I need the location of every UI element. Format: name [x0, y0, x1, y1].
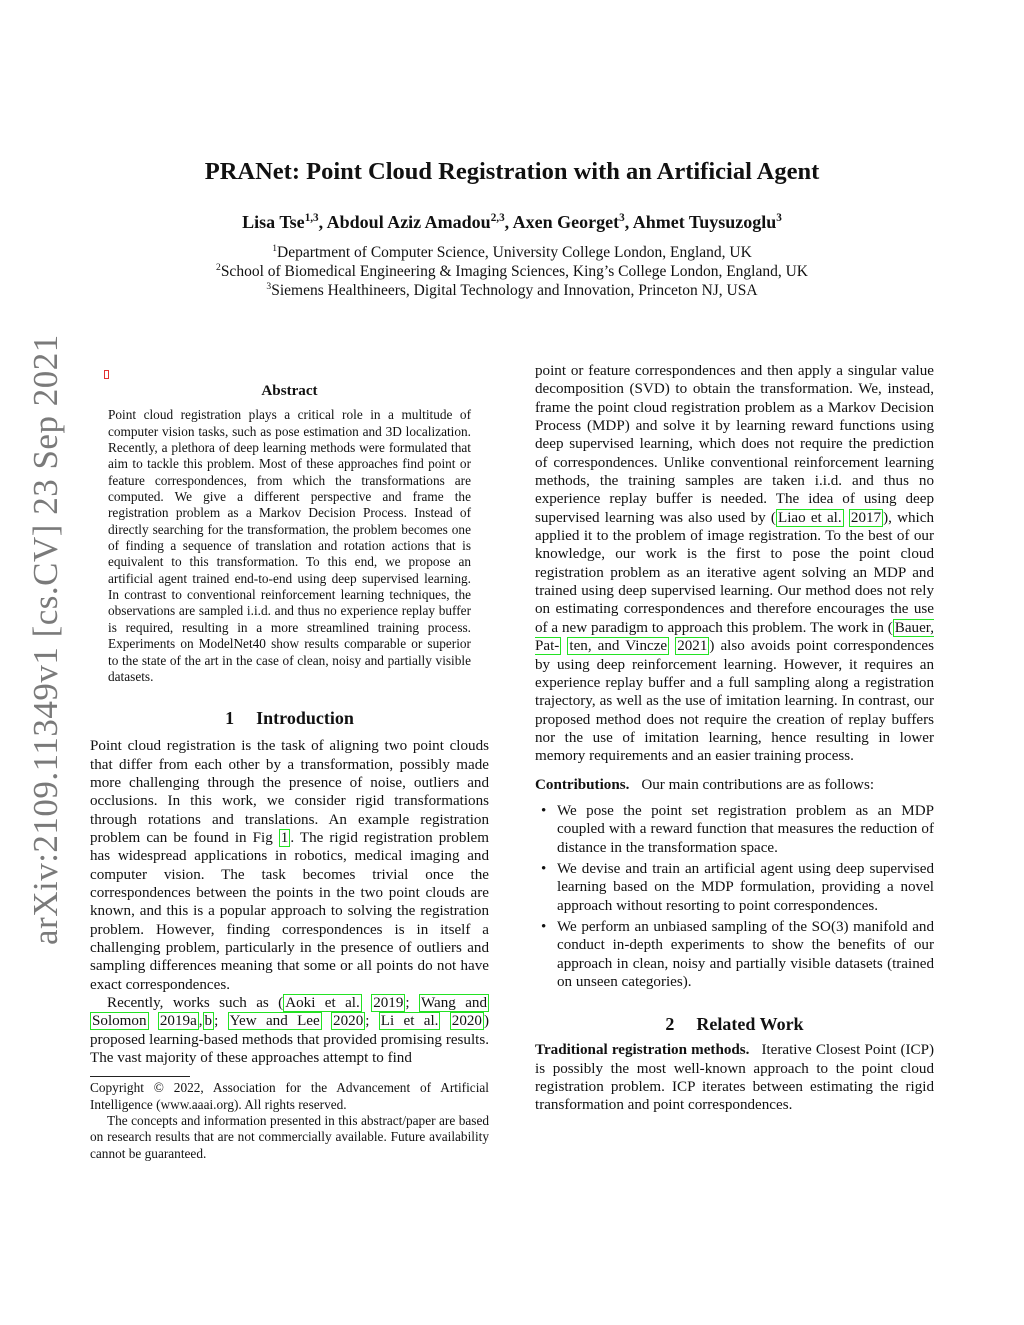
section-number: 1 — [225, 708, 235, 729]
citation-link-year[interactable]: 2020 — [451, 1013, 482, 1030]
citation-separator: , — [198, 1013, 203, 1030]
section-number: 2 — [665, 1014, 675, 1035]
section-heading-introduction — [90, 707, 489, 729]
citation-link-author[interactable]: Wang and — [420, 995, 488, 1011]
citation-link-author[interactable]: Aoki et al. — [285, 995, 360, 1011]
citation-separator: ; — [405, 995, 419, 1011]
list-item: • We pose the point set registration problem as an MDP coupled with a reward function that measures the reduction of distance in the transformation space. — [535, 802, 934, 857]
section-title: Related Work — [696, 1014, 804, 1035]
abstract-body: Point cloud registration plays a critical role in a multitude of computer vision tasks, such as pose estimation and 3D localization. Recently, a plethora of deep learning methods were formulated that aim to tackle this problem. Most of these approaches find point or feature correspondences, from which the transformations are computed. We give a different perspective and frame the registration problem as a Markov Decision Process. Instead of directly searching for the transformation, the problem becomes one of finding a sequence of translation and rotation actions that is equivalent to this transformation. To this end, we propose an artificial agent trained end-to-end using deep supervised learning. In contrast to conventional reinforcement learning techniques, the observations are sampled i.i.d. and thus no experience replay buffer is required, resulting in a more streamlined training process. Experiments on ModelNet40 show results comparable or superior to the state of the art in the case of clean, noisy and partially visible datasets. — [108, 407, 471, 684]
affiliation-line — [0, 263, 1024, 281]
affiliation-text: School of Biomedical Engineering & Imaging Sciences, King’s College London, England, UK — [220, 263, 808, 280]
citation-link-author[interactable]: Li et al. — [380, 1013, 439, 1030]
copyright-notice: Copyright © 2022, Association for the Advancement of Artificial Intelligence (www.aaai.org). All rights reserved. — [90, 1080, 489, 1112]
arxiv-identifier-stamp: arXiv:2109.11349v1 [cs.CV] 23 Sep 2021 — [26, 334, 65, 945]
contributions-label: Contributions. — [535, 776, 630, 793]
affiliation-mark: 3 — [266, 280, 272, 292]
list-item: • We devise and train an artificial agent using deep supervised learning based on the MDP formulation, providing a novel approach without resorting to point correspondences. — [535, 860, 934, 915]
affiliation-text: Department of Computer Science, University College London, England, UK — [277, 244, 752, 261]
paragraph-text: Recently, works such as ( — [107, 995, 284, 1011]
citation-separator: ; — [214, 1013, 228, 1030]
run-in-heading: Traditional registration methods. — [535, 1042, 750, 1059]
section-heading-related-work — [535, 1013, 934, 1035]
author-affiliation-mark: 1,3 — [304, 212, 319, 224]
contributions-intro: Our main contributions are as follows: — [641, 776, 875, 793]
contributions-paragraph — [535, 776, 934, 794]
citation-link-year[interactable]: 2017 — [850, 509, 882, 526]
list-item: • We perform an unbiased sampling of the SO(3) manifold and conduct in-depth experiments to show the benefits of our approach in clean, noisy and partially visible datasets (trained on unseen categories). — [535, 918, 934, 991]
footnote — [90, 1080, 489, 1161]
citation-link-author[interactable]: Solomon — [92, 1013, 147, 1030]
paragraph-text: ) proposed learning-based methods that provided promising results. The vast majority of these approaches attempt to find — [90, 1013, 489, 1067]
figure-reference-link[interactable]: 1 — [280, 829, 289, 846]
paragraph-text: ) also avoids point correspondences by using deep reinforcement learning. However, it requires an experience replay buffer and a full sampling along a registration trajectory, as well as the use of imitation learning. In contrast, our proposed method does not require the creation of replay buffers nor the use of imitation learning, hence resulting in lower memory requirements and an easier training process. — [535, 638, 934, 765]
author-name: Axen Georget — [512, 212, 620, 232]
citation-link-author[interactable]: Liao et al. — [777, 509, 842, 526]
author-affiliation-mark: 3 — [619, 212, 625, 224]
citation-link-year[interactable]: 2019 — [373, 995, 404, 1011]
affiliation-mark: 1 — [272, 242, 277, 254]
citation-link-author[interactable]: Yew and Lee — [229, 1013, 320, 1030]
citation-link-author[interactable]: ten, and Vincze — [569, 638, 668, 655]
left-column — [90, 368, 489, 1162]
abstract-heading: Abstract — [261, 383, 318, 399]
author-name: Lisa Tse — [242, 212, 305, 232]
paragraph-text: Iterative Closest Point (ICP) is possibly the most well-known approach to the point cloud registration problem. ICP iterates between estimating the rigid transformation and point correspondences. — [535, 1042, 935, 1114]
affiliation-text: Siemens Healthineers, Digital Technology and Innovation, Princeton NJ, USA — [271, 282, 758, 299]
citation-link-year[interactable]: b — [204, 1013, 213, 1030]
author-list: Lisa Tse$^{1,3}$, Abdoul Aziz Amadou$^{2,3}$, Axen Georget$^3$, Ahmet Tuysuzoglu$^3$ — [242, 212, 782, 232]
citation-link-author[interactable]: Bauer, Pat- — [535, 619, 934, 655]
intro-paragraph-2 — [90, 994, 489, 1067]
intro-paragraph-3 — [535, 362, 934, 766]
affiliation-line — [0, 282, 1024, 300]
paragraph-text: Point cloud registration is the task of aligning two point clouds that differ from each other by a transformation, possibly made more challenging through the presence of noise, outliers and occlusions. In this work, we consider rigid transformations through rotations and translations. An example registration problem can be found in Fig — [90, 738, 489, 846]
section-title: Introduction — [256, 708, 354, 729]
paragraph-text: point or feature correspondences and then apply a singular value decomposition (SVD) to obtain the transformation. We, instead, frame the point cloud registration problem as a Markov Decision Process (MDP) and solve it by learning reward functions using deep supervised learning, which does not require the prediction of correspondences. Unlike conventional reinforcement learning methods, the training samples are taken i.i.d. and thus no experience replay buffer is needed. The idea of using deep supervised learning was also used by ( — [535, 363, 934, 526]
related-work-paragraph — [535, 1041, 934, 1114]
paper-title: PRANet: Point Cloud Registration with an Artificial Agent — [204, 158, 820, 185]
citation-link-year[interactable]: 2019a — [159, 1013, 197, 1030]
disclaimer-notice: The concepts and information presented in this abstract/paper are based on research results that are not commercially available. Future availability cannot be guaranteed. — [90, 1112, 489, 1161]
citation-link-year[interactable]: 2021 — [677, 638, 708, 655]
contributions-list — [535, 802, 934, 991]
footnote-divider — [90, 1076, 190, 1077]
author-affiliation-mark: 2,3 — [490, 212, 505, 224]
paragraph-text: ), which applied it to the problem of image registration. To the best of our knowledge, our work is the first to pose the point cloud registration problem as an iterative agent solving an MDP and trained using deep supervised learning. Our method does not rely on estimating correspondences and therefore encourages the use of a new paradigm to approach this problem. The work in ( — [535, 509, 934, 636]
affiliation-mark: 2 — [216, 261, 221, 273]
right-column — [535, 362, 934, 1115]
author-name: Abdoul Aziz Amadou — [326, 212, 491, 232]
affiliation-line — [0, 244, 1024, 262]
citation-link-year[interactable]: 2020 — [333, 1013, 364, 1030]
paragraph-text: . The rigid registration problem has widespread applications in robotics, medical imaging and computer vision. The task becomes trivial once the correspondences between the points in the two point clouds are known, and this is a popular approach to solving the registration problem. However, finding correspondences is in itself a challenging problem, particularly in the presence of outliers and sampling differences meaning that some or all points do not have exact correspondences. — [90, 829, 489, 993]
citation-separator: ; — [365, 1013, 379, 1030]
intro-paragraph-1 — [90, 737, 489, 994]
author-affiliation-mark: 3 — [776, 212, 782, 224]
author-name: Ahmet Tuysuzoglu — [632, 212, 777, 232]
